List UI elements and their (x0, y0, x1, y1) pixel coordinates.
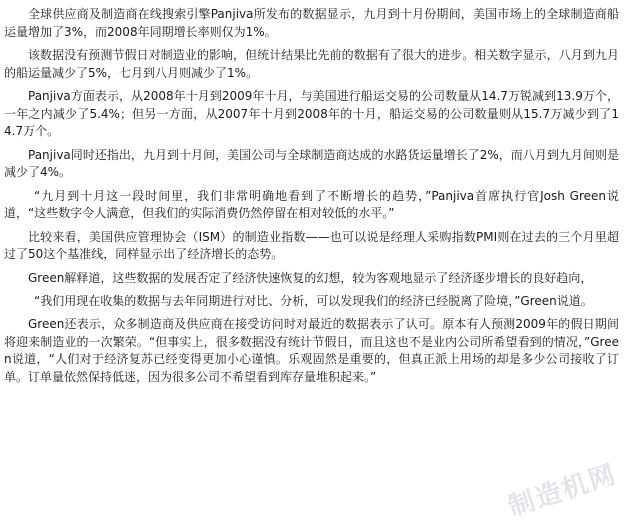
paragraph-5-quote: “九月到十月这一段时间里，我们非常明确地看到了不断增长的趋势，”Panjiva首席执行官Josh Green说道，“这些数字令人满意，但我们的实际消费仍然停留在相对较低的水平。” (4, 188, 619, 221)
site-watermark: 制造机网 (504, 459, 621, 523)
paragraph-7: Green解释道，这些数据的发展否定了经济快速恢复的幻想，较为客观地显示了经济逐步增长的良好趋向， (28, 270, 593, 285)
paragraph-9: Green还表示，众多制造商及供应商在接受访问时对最近的数据表示了认可。原本有人预测2009年的假日期间将迎来制造业的一次繁荣。“但事实上，很多数据没有统计节假日，而且这也不是业内公司所希望看到的情况，”Green说道，“人们对于经济复苏已经变得更加小心谨慎。乐观固然是重要的，但真正派上用场的却是多少公司接收了订单。订单量依然保持低迷，因为很多公司不希望看到库存量堆积起来。” (4, 317, 619, 385)
paragraph-2: 该数据没有预测节假日对制造业的影响，但统计结果比先前的数据有了很大的进步。相关数字显示，八月到九月的船运量减少了5%，七月到八月则减少了1%。 (4, 47, 619, 80)
paragraph-3: Panjiva方面表示，从2008年十月到2009年十月，与美国进行船运交易的公司数量从14.7万锐减到13.9万个，一年之内减少了5.4%；但另一方面，从2007年十月到2008年的十月，船运交易的公司数量则从15.7万减少到了14.7万个。 (4, 88, 619, 139)
paragraph-6: 比较来看，美国供应管理协会（ISM）的制造业指数——也可以说是经理人采购指数PMI则在过去的三个月里超过了50这个基准线，同样显示出了经济增长的态势。 (4, 229, 619, 262)
paragraph-8-quote: “我们用现在收集的数据与去年同期进行对比、分析，可以发现我们的经济已经脱离了险境，”Green说道。 (34, 293, 593, 308)
paragraph-4: Panjiva同时还指出，九月到十月间，美国公司与全球制造商达成的水路货运量增长了2%，而八月到九月间则是减少了4%。 (4, 147, 619, 180)
paragraph-1: 全球供应商及制造商在线搜索引擎Panjiva所发布的数据显示，九月到十月份期间，美国市场上的全球制造商船运量增加了3%，而2008年同期增长率则仅为1%。 (4, 7, 619, 39)
